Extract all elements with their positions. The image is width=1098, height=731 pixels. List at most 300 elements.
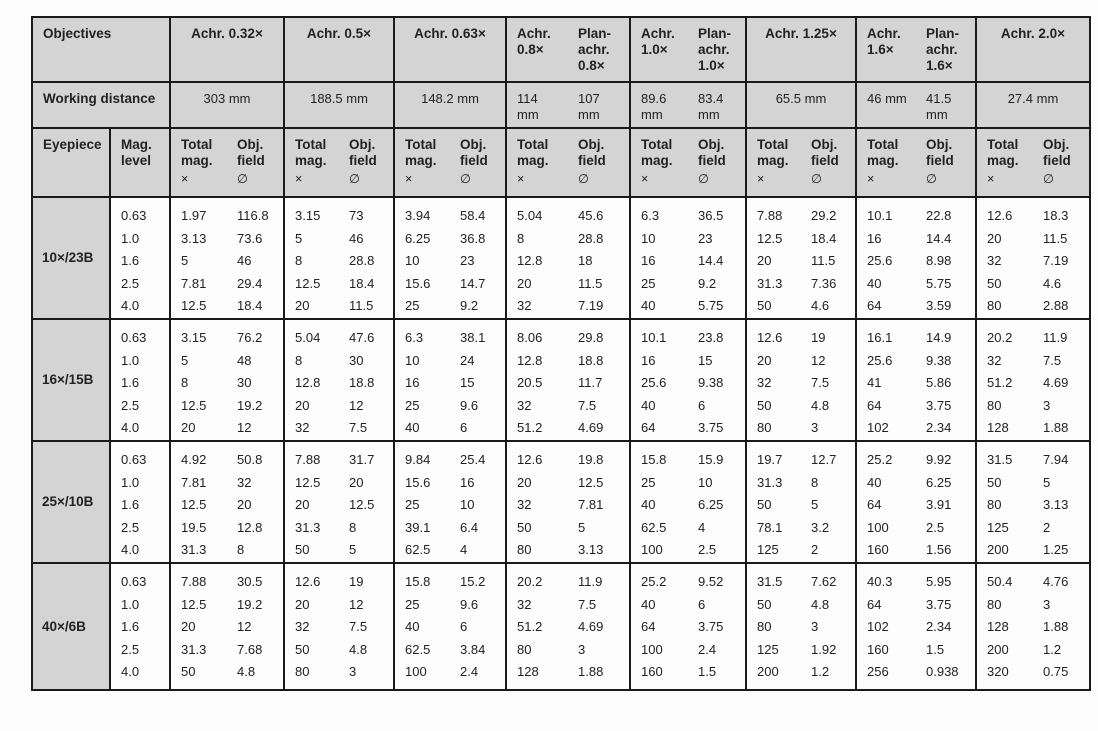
value-line: 1.92 xyxy=(811,641,837,657)
value-line: 28.8 xyxy=(578,230,604,246)
value-line: 16 xyxy=(460,474,475,490)
mag-levels-cell xyxy=(110,441,170,563)
total-mag-unit: × xyxy=(641,172,649,186)
total-mag-values xyxy=(285,205,339,318)
value-line: 80 xyxy=(987,596,1002,612)
data-cell-group-6 xyxy=(856,441,976,563)
value-line: 3.59 xyxy=(926,298,952,314)
value-line: 32 xyxy=(517,298,532,314)
value-line: 7.68 xyxy=(237,641,263,657)
value-line: 7.88 xyxy=(295,451,321,467)
value-line: 80 xyxy=(757,619,772,635)
objective-group-header-achr-032: Achr. 0.32× xyxy=(170,17,284,82)
working-distance-achr-08: 114 mm xyxy=(517,91,539,122)
total-mag-values xyxy=(747,571,801,684)
data-cell-group-2 xyxy=(394,319,506,441)
value-line: 80 xyxy=(987,497,1002,513)
objective-label-achr-10: Achr. 1.0× xyxy=(641,26,675,57)
data-cell-group-7 xyxy=(976,319,1090,441)
data-cell-group-3 xyxy=(506,563,630,690)
value-line: 2.5 xyxy=(926,519,945,535)
value-line: 4.6 xyxy=(811,298,830,314)
value-line: 20.5 xyxy=(517,375,543,391)
value-line: 20 xyxy=(517,474,532,490)
total-mag-unit: × xyxy=(405,172,413,186)
value-line: 16 xyxy=(405,375,420,391)
value-line: 15.6 xyxy=(405,275,431,291)
value-line: 31.3 xyxy=(757,275,783,291)
value-line: 20.2 xyxy=(987,329,1013,345)
value-line: 18.3 xyxy=(1043,208,1069,223)
value-line: 40 xyxy=(867,275,882,291)
value-line: 3.15 xyxy=(295,208,321,223)
value-line: 80 xyxy=(517,542,532,558)
value-line: 2.5 xyxy=(121,275,140,291)
value-line: 2.5 xyxy=(121,519,140,535)
value-line: 11.5 xyxy=(349,298,374,314)
value-line: 12 xyxy=(349,397,364,413)
obj-field-header: Obj. field xyxy=(349,137,377,168)
value-line: 25.6 xyxy=(641,375,667,391)
value-line: 50 xyxy=(757,596,772,612)
value-line: 9.6 xyxy=(460,596,479,612)
value-line: 125 xyxy=(757,641,779,657)
value-line: 10 xyxy=(641,230,656,246)
obj-field-values xyxy=(339,205,393,318)
obj-field-values xyxy=(916,571,975,684)
value-line: 25 xyxy=(641,474,656,490)
obj-field-values xyxy=(450,571,505,684)
value-line: 12.5 xyxy=(578,474,604,490)
value-line: 12.5 xyxy=(181,397,207,413)
data-cell-group-2 xyxy=(394,441,506,563)
value-line: 4.0 xyxy=(121,298,140,314)
value-line: 36.8 xyxy=(460,230,486,246)
value-line: 8 xyxy=(181,375,189,391)
value-line: 38.1 xyxy=(460,329,486,345)
value-line: 5.95 xyxy=(926,573,952,589)
value-line: 12 xyxy=(237,619,252,635)
total-mag-values xyxy=(171,205,227,318)
total-mag-values xyxy=(507,571,568,684)
value-line: 9.2 xyxy=(698,275,717,291)
value-line: 25 xyxy=(405,298,420,314)
working-distance-16 xyxy=(856,82,976,128)
obj-field-values xyxy=(801,205,855,318)
value-line: 3.75 xyxy=(926,397,952,413)
total-mag-values xyxy=(631,571,688,684)
value-line: 24 xyxy=(460,352,475,368)
value-line: 1.0 xyxy=(121,596,140,612)
measure-header-group-5 xyxy=(746,128,856,197)
value-line: 160 xyxy=(867,542,889,558)
working-distance-planachr-10: 83.4 mm xyxy=(698,91,724,122)
value-line: 30 xyxy=(349,352,364,368)
measure-header-group-2 xyxy=(394,128,506,197)
value-line: 5.75 xyxy=(926,275,952,291)
value-line: 3.13 xyxy=(578,542,604,558)
value-line: 1.88 xyxy=(578,664,604,680)
obj-field-values xyxy=(1033,327,1089,440)
value-line: 3 xyxy=(578,641,586,657)
total-mag-values xyxy=(395,205,450,318)
data-cell-group-5 xyxy=(746,563,856,690)
value-line: 6 xyxy=(460,420,468,436)
measure-header-group-0 xyxy=(170,128,284,197)
value-line: 31.5 xyxy=(757,573,783,589)
total-mag-values xyxy=(857,205,916,318)
value-line: 160 xyxy=(867,641,889,657)
value-line: 6.3 xyxy=(641,208,660,223)
data-cell-group-0 xyxy=(170,563,284,690)
value-line: 4 xyxy=(698,519,706,535)
total-mag-values xyxy=(285,327,339,440)
total-mag-header: Total mag. xyxy=(987,137,1019,168)
value-line: 12.5 xyxy=(181,298,207,314)
value-line: 40 xyxy=(641,397,656,413)
value-line: 6 xyxy=(698,596,706,612)
value-line: 32 xyxy=(987,352,1002,368)
value-line: 3.2 xyxy=(811,519,830,535)
total-mag-values xyxy=(171,449,227,562)
value-line: 40 xyxy=(867,474,882,490)
value-line: 12.8 xyxy=(517,253,543,269)
value-line: 58.4 xyxy=(460,208,486,223)
value-line: 5 xyxy=(295,230,303,246)
value-line: 4 xyxy=(460,542,468,558)
obj-field-values xyxy=(227,327,283,440)
value-line: 14.4 xyxy=(926,230,952,246)
value-line: 76.2 xyxy=(237,329,263,345)
value-line: 18.4 xyxy=(237,298,263,314)
value-line: 64 xyxy=(641,420,656,436)
obj-field-unit: ∅ xyxy=(460,172,471,186)
objectives-label: Objectives xyxy=(32,17,170,82)
value-line: 2 xyxy=(811,542,819,558)
value-line: 5 xyxy=(349,542,357,558)
value-line: 7.5 xyxy=(811,375,830,391)
value-line: 80 xyxy=(757,420,772,436)
value-line: 3.13 xyxy=(181,230,207,246)
data-cell-group-4 xyxy=(630,197,746,319)
value-line: 25.6 xyxy=(867,253,893,269)
value-line: 1.0 xyxy=(121,352,140,368)
value-line: 10 xyxy=(405,253,420,269)
value-line: 6 xyxy=(460,619,468,635)
eyepiece-block-16x-15B xyxy=(32,319,1090,441)
value-line: 3.94 xyxy=(405,208,431,223)
working-distance-achr-063: 148.2 mm xyxy=(394,82,506,128)
data-cell-group-5 xyxy=(746,319,856,441)
total-mag-values xyxy=(747,449,801,562)
value-line: 36.5 xyxy=(698,208,724,223)
value-line: 100 xyxy=(867,519,889,535)
total-mag-header: Total mag. xyxy=(295,137,327,168)
value-line: 9.92 xyxy=(926,451,952,467)
obj-field-values xyxy=(801,327,855,440)
working-distance-achr-10: 89.6 mm xyxy=(641,91,667,122)
measure-header-group-7 xyxy=(976,128,1090,197)
total-mag-values xyxy=(977,449,1033,562)
obj-field-values xyxy=(450,449,505,562)
obj-field-values xyxy=(916,327,975,440)
objective-group-header-achr-20: Achr. 2.0× xyxy=(976,17,1090,82)
value-line: 9.84 xyxy=(405,451,431,467)
data-cell-group-5 xyxy=(746,197,856,319)
value-line: 18.8 xyxy=(578,352,604,368)
eyepiece-label: 16×/15B xyxy=(32,319,110,441)
obj-field-values xyxy=(450,205,505,318)
working-distance-08 xyxy=(506,82,630,128)
obj-field-values xyxy=(1033,571,1089,684)
value-line: 32 xyxy=(237,474,252,490)
value-line: 31.3 xyxy=(295,519,321,535)
value-line: 4.0 xyxy=(121,664,140,680)
value-line: 40 xyxy=(641,497,656,513)
value-line: 7.36 xyxy=(811,275,837,291)
value-line: 6.25 xyxy=(698,497,724,513)
value-line: 100 xyxy=(641,641,663,657)
value-line: 32 xyxy=(517,596,532,612)
value-line: 12 xyxy=(237,420,252,436)
total-mag-values xyxy=(395,449,450,562)
obj-field-values xyxy=(801,571,855,684)
value-line: 2.88 xyxy=(1043,298,1069,314)
data-cell-group-3 xyxy=(506,441,630,563)
value-line: 3.84 xyxy=(460,641,486,657)
value-line: 12.5 xyxy=(181,596,207,612)
value-line: 11.9 xyxy=(578,573,603,589)
eyepiece-block-25x-10B xyxy=(32,441,1090,563)
value-line: 15 xyxy=(698,352,713,368)
data-cell-group-0 xyxy=(170,319,284,441)
value-line: 51.2 xyxy=(517,420,543,436)
objective-group-header-achr-125: Achr. 1.25× xyxy=(746,17,856,82)
value-line: 4.6 xyxy=(1043,275,1062,291)
total-mag-header: Total mag. xyxy=(405,137,437,168)
value-line: 73.6 xyxy=(237,230,263,246)
value-line: 102 xyxy=(867,420,889,436)
value-line: 31.7 xyxy=(349,451,375,467)
obj-field-values xyxy=(568,205,629,318)
column-header-row xyxy=(32,128,1090,197)
obj-field-values xyxy=(688,205,745,318)
value-line: 14.9 xyxy=(926,329,952,345)
value-line: 29.2 xyxy=(811,208,837,223)
obj-field-values xyxy=(1033,205,1089,318)
total-mag-values xyxy=(285,449,339,562)
value-line: 19.2 xyxy=(237,596,263,612)
value-line: 23.8 xyxy=(698,329,724,345)
value-line: 2.34 xyxy=(926,420,952,436)
value-line: 2.4 xyxy=(460,664,479,680)
value-line: 50 xyxy=(181,664,196,680)
value-line: 20 xyxy=(987,230,1002,246)
value-line: 125 xyxy=(757,542,779,558)
value-line: 7.5 xyxy=(1043,352,1062,368)
mag-levels-cell xyxy=(110,319,170,441)
value-line: 14.7 xyxy=(460,275,486,291)
value-line: 46 xyxy=(237,253,252,269)
value-line: 8 xyxy=(237,542,245,558)
value-line: 128 xyxy=(987,420,1009,436)
objective-group-header-achr-05: Achr. 0.5× xyxy=(284,17,394,82)
value-line: 12.5 xyxy=(295,275,321,291)
value-line: 12.6 xyxy=(987,208,1013,223)
value-line: 0.63 xyxy=(121,329,147,345)
total-mag-values xyxy=(507,449,568,562)
value-line: 1.0 xyxy=(121,230,140,246)
value-line: 31.3 xyxy=(181,542,207,558)
value-line: 10 xyxy=(405,352,420,368)
working-distance-label: Working distance xyxy=(32,82,170,128)
value-line: 6.25 xyxy=(926,474,952,490)
value-line: 15.2 xyxy=(460,573,486,589)
value-line: 3.75 xyxy=(698,619,724,635)
working-distance-achr-032: 303 mm xyxy=(170,82,284,128)
value-line: 200 xyxy=(757,664,779,680)
data-cell-group-6 xyxy=(856,563,976,690)
value-line: 256 xyxy=(867,664,889,680)
value-line: 80 xyxy=(987,298,1002,314)
value-line: 20 xyxy=(295,497,310,513)
eyepiece-label: 10×/23B xyxy=(32,197,110,319)
obj-field-header: Obj. field xyxy=(926,137,954,168)
value-line: 20 xyxy=(181,420,196,436)
total-mag-values xyxy=(857,327,916,440)
value-line: 4.8 xyxy=(811,596,830,612)
data-cell-group-4 xyxy=(630,319,746,441)
data-cell-group-6 xyxy=(856,319,976,441)
value-line: 5.04 xyxy=(517,208,543,223)
value-line: 73 xyxy=(349,208,364,223)
value-line: 3.15 xyxy=(181,329,207,345)
obj-field-header: Obj. field xyxy=(578,137,606,168)
total-mag-unit: × xyxy=(517,172,525,186)
working-distance-row xyxy=(32,82,1090,128)
value-line: 22.8 xyxy=(926,208,952,223)
obj-field-values xyxy=(227,571,283,684)
measure-header-group-1 xyxy=(284,128,394,197)
value-line: 25.2 xyxy=(641,573,667,589)
obj-field-values xyxy=(339,449,393,562)
value-line: 12.8 xyxy=(295,375,321,391)
value-line: 0.938 xyxy=(926,664,959,680)
value-line: 8 xyxy=(517,230,525,246)
total-mag-header: Total mag. xyxy=(517,137,549,168)
value-line: 8 xyxy=(349,519,357,535)
value-line: 9.38 xyxy=(698,375,724,391)
obj-field-unit: ∅ xyxy=(578,172,589,186)
measure-header-group-3 xyxy=(506,128,630,197)
value-line: 3.75 xyxy=(926,596,952,612)
objectives-row xyxy=(32,17,1090,82)
obj-field-header: Obj. field xyxy=(1043,137,1071,168)
value-line: 7.88 xyxy=(181,573,207,589)
value-line: 20 xyxy=(237,497,252,513)
value-line: 18.4 xyxy=(811,230,837,246)
working-distance-planachr-16: 41.5 mm xyxy=(926,91,952,122)
value-line: 16 xyxy=(641,352,656,368)
data-cell-group-3 xyxy=(506,319,630,441)
value-line: 19.7 xyxy=(757,451,783,467)
value-line: 50 xyxy=(295,641,310,657)
obj-field-values xyxy=(227,205,283,318)
value-line: 9.2 xyxy=(460,298,479,314)
value-line: 19.2 xyxy=(237,397,263,413)
total-mag-values xyxy=(977,327,1033,440)
data-cell-group-4 xyxy=(630,563,746,690)
value-line: 3.13 xyxy=(1043,497,1069,513)
obj-field-unit: ∅ xyxy=(698,172,709,186)
value-line: 40 xyxy=(405,619,420,635)
total-mag-values xyxy=(171,327,227,440)
value-line: 4.92 xyxy=(181,451,207,467)
value-line: 4.0 xyxy=(121,420,140,436)
value-line: 19.8 xyxy=(578,451,604,467)
value-line: 50 xyxy=(987,275,1002,291)
total-mag-unit: × xyxy=(295,172,303,186)
eyepiece-block-40x-6B xyxy=(32,563,1090,690)
value-line: 3 xyxy=(811,619,819,635)
total-mag-values xyxy=(631,449,688,562)
obj-field-header: Obj. field xyxy=(460,137,488,168)
obj-field-values xyxy=(339,571,393,684)
objective-group-header-08 xyxy=(506,17,630,82)
value-line: 125 xyxy=(987,519,1009,535)
measure-header-group-6 xyxy=(856,128,976,197)
value-line: 62.5 xyxy=(641,519,667,535)
value-line: 11.7 xyxy=(578,375,603,391)
obj-field-values xyxy=(1033,449,1089,562)
objective-label-planachr-16: Plan-achr. 1.6× xyxy=(926,26,960,73)
value-line: 1.5 xyxy=(926,641,945,657)
data-cell-group-3 xyxy=(506,197,630,319)
obj-field-values xyxy=(801,449,855,562)
value-line: 2.5 xyxy=(121,397,140,413)
value-line: 25.2 xyxy=(867,451,893,467)
value-line: 3 xyxy=(811,420,819,436)
obj-field-values xyxy=(688,327,745,440)
value-line: 100 xyxy=(405,664,427,680)
mag-level-header: Mag. level xyxy=(110,128,170,197)
value-line: 51.2 xyxy=(517,619,543,635)
value-line: 3 xyxy=(1043,596,1051,612)
value-line: 8.06 xyxy=(517,329,543,345)
value-line: 25.6 xyxy=(867,352,893,368)
working-distance-achr-125: 65.5 mm xyxy=(746,82,856,128)
value-line: 25 xyxy=(405,596,420,612)
value-line: 32 xyxy=(517,497,532,513)
value-line: 25.4 xyxy=(460,451,486,467)
value-line: 4.8 xyxy=(349,641,368,657)
value-line: 10 xyxy=(698,474,713,490)
value-line: 11.5 xyxy=(578,275,603,291)
value-line: 7.19 xyxy=(1043,253,1069,269)
total-mag-unit: × xyxy=(987,172,995,186)
value-line: 18.8 xyxy=(349,375,375,391)
value-line: 102 xyxy=(867,619,889,635)
value-line: 40 xyxy=(641,596,656,612)
working-distance-planachr-08: 107 mm xyxy=(578,91,600,122)
value-line: 51.2 xyxy=(987,375,1013,391)
value-line: 3 xyxy=(1043,397,1051,413)
value-line: 6 xyxy=(698,397,706,413)
value-line: 12.5 xyxy=(181,497,207,513)
value-line: 20 xyxy=(181,619,196,635)
value-line: 3.75 xyxy=(698,420,724,436)
value-line: 28.8 xyxy=(349,253,375,269)
